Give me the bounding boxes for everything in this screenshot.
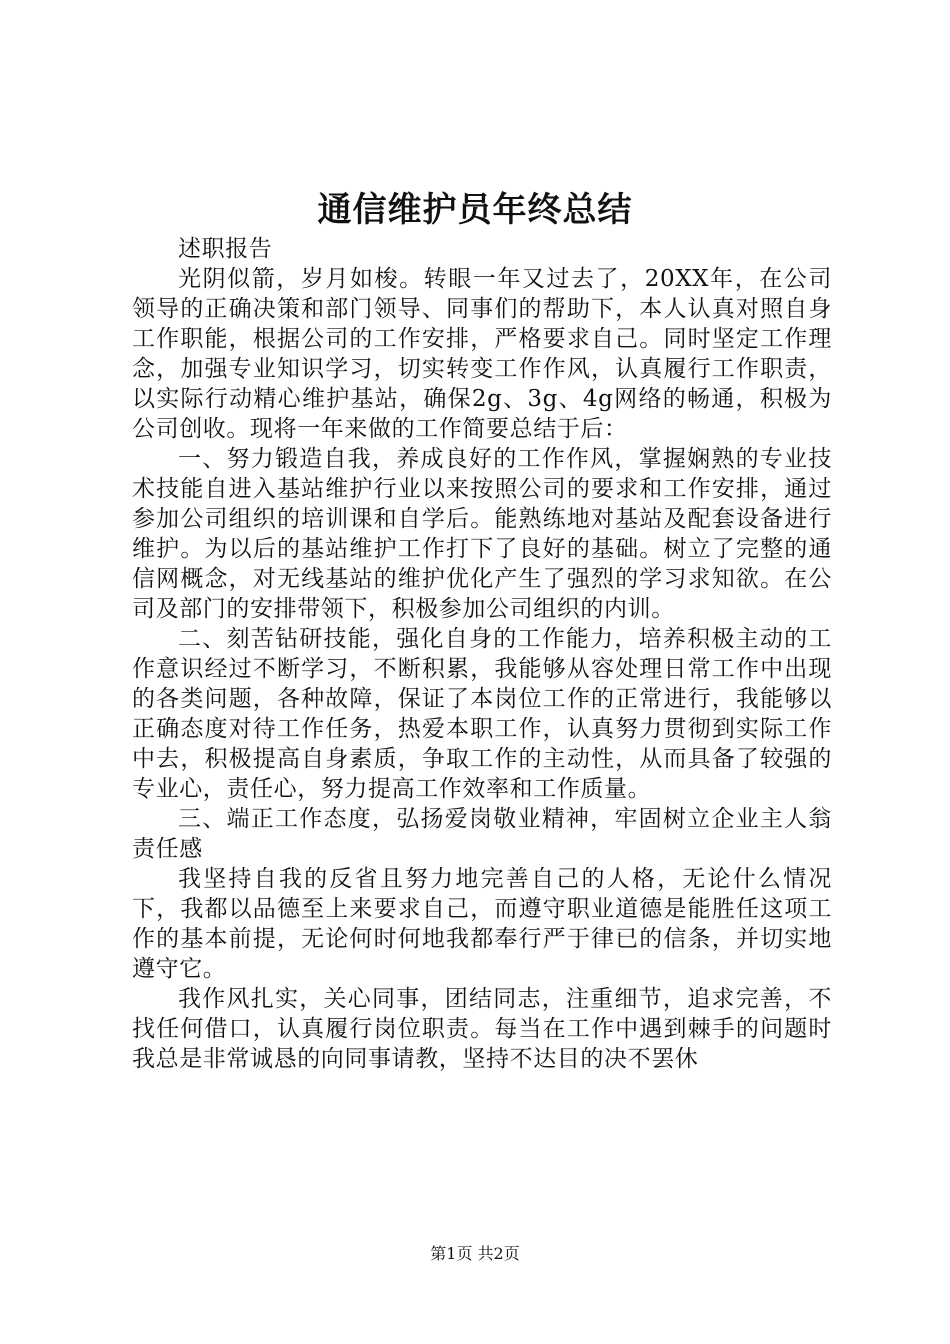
document-title: 通信维护员年终总结	[317, 190, 633, 230]
paragraph-intro: 光阴似箭，岁月如梭。转眼一年又过去了，20XX年，在公司领导的正确决策和部门领导、同事们的帮助下，本人认真对照自身工作职能，根据公司的工作安排，严格要求自己。同时坚定工作理念，加强专业知识学习，切实转变工作作风，认真履行工作职责，以实际行动精心维护基站，确保2g、3g、4g网络的畅通，积极为公司创收。现将一年来做的工作简要总结于后：	[132, 266, 832, 442]
paragraph-self-reflection: 我坚持自我的反省且努力地完善自己的人格，无论什么情况下，我都以品德至上来要求自己，而遵守职业道德是能胜任这项工作的基本前提，无论何时何地我都奉行严于律已的信条，并切实地遵守它。	[132, 866, 832, 982]
paragraph-work-style: 我作风扎实，关心同事，团结同志，注重细节，追求完善，不找任何借口，认真履行岗位职责。每当在工作中遇到棘手的问题时我总是非常诚恳的向同事请教，坚持不达目的决不罢休	[132, 986, 832, 1072]
page-footer: 第1页 共2页	[430, 1244, 520, 1263]
document-body	[132, 234, 832, 1074]
paragraph-section-three-heading: 三、端正工作态度，弘扬爱岗敬业精神，牢固树立企业主人翁责任感	[132, 806, 832, 862]
paragraph-section-two: 二、刻苦钻研技能，强化自身的工作能力，培养积极主动的工作意识经过不断学习，不断积累，我能够从容处理日常工作中出现的各类问题，各种故障，保证了本岗位工作的正常进行，我能够以正确态度对待工作任务，热爱本职工作，认真努力贯彻到实际工作中去，积极提高自身素质，争取工作的主动性，从而具备了较强的专业心，责任心，努力提高工作效率和工作质量。	[132, 626, 832, 802]
paragraph-report-label: 述职报告	[178, 236, 273, 262]
paragraph-section-one: 一、努力锻造自我，养成良好的工作作风，掌握娴熟的专业技术技能自进入基站维护行业以来按照公司的要求和工作安排，通过参加公司组织的培训课和自学后。能熟练地对基站及配套设备进行维护。为以后的基站维护工作打下了良好的基础。树立了完整的通信网概念，对无线基站的维护优化产生了强烈的学习求知欲。在公司及部门的安排带领下，积极参加公司组织的内训。	[132, 446, 832, 622]
